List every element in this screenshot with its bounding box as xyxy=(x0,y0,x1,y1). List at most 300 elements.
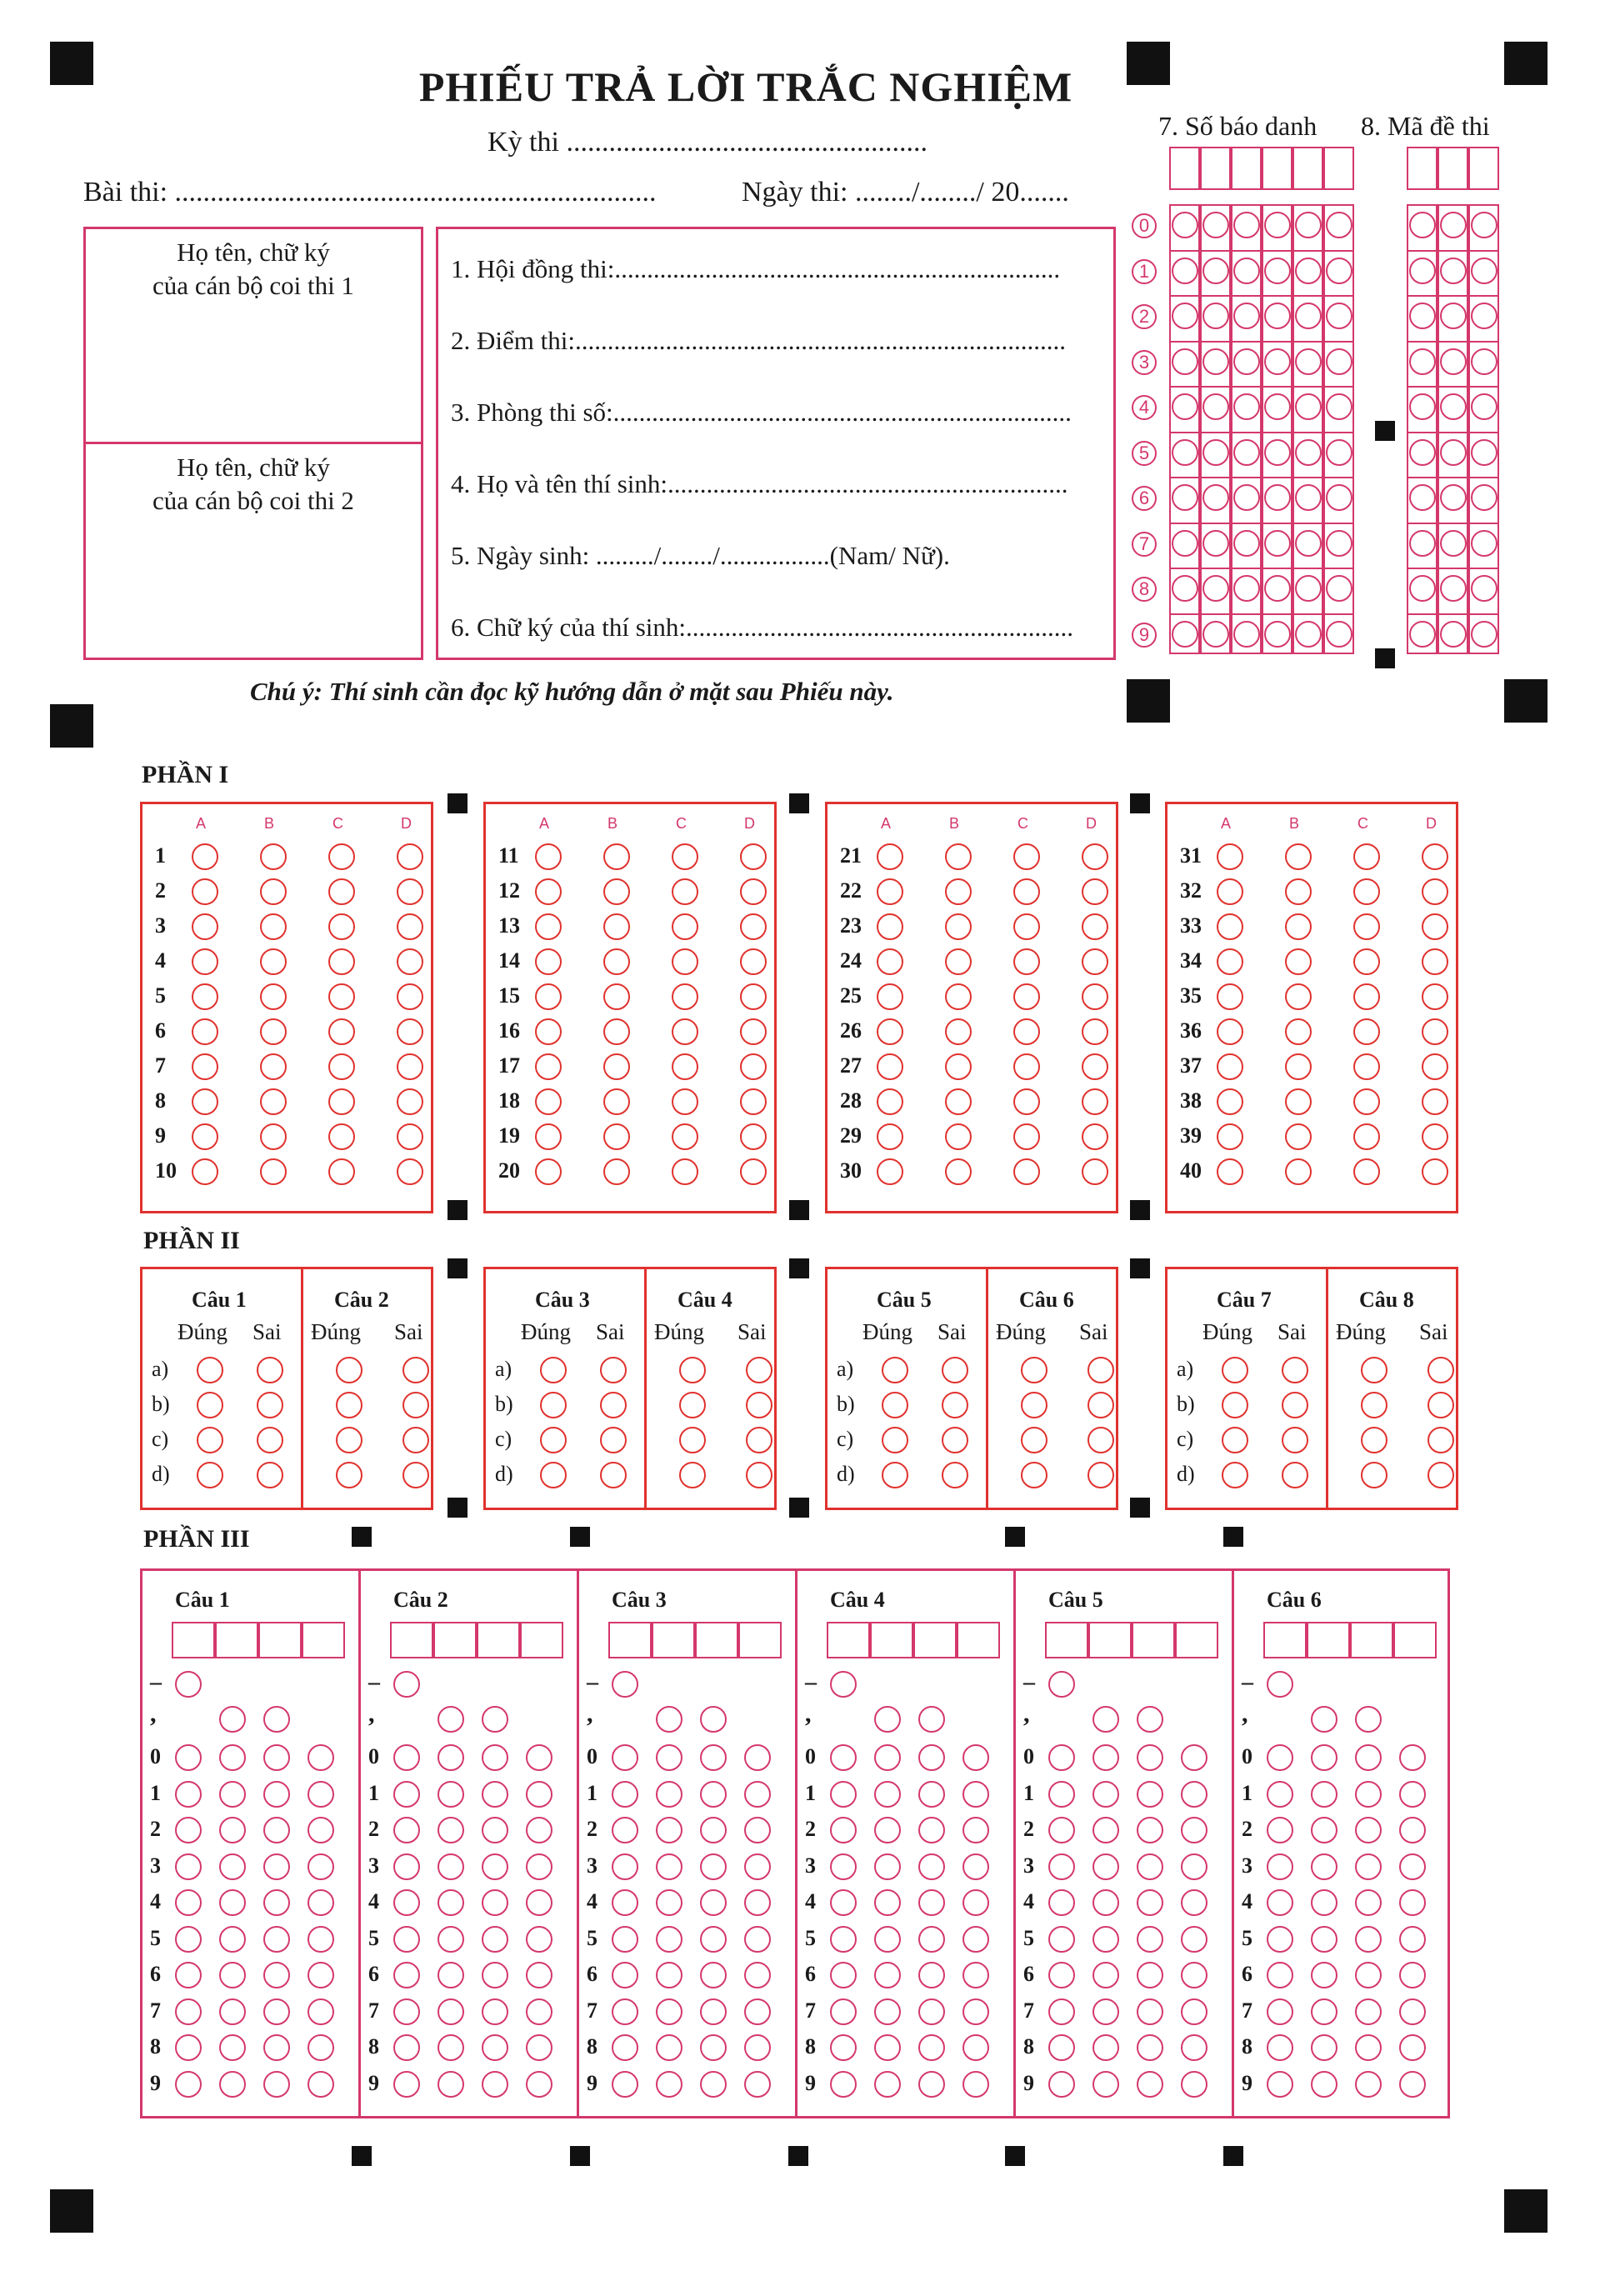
false-bubble[interactable] xyxy=(1282,1357,1308,1383)
true-bubble[interactable] xyxy=(540,1462,567,1488)
digit-bubble[interactable] xyxy=(175,1962,202,1988)
sbd-bubble[interactable] xyxy=(1264,258,1291,284)
comma-bubble[interactable] xyxy=(219,1706,246,1733)
digit-bubble[interactable] xyxy=(1399,1817,1426,1843)
sbd-bubble[interactable] xyxy=(1202,258,1229,284)
answer-bubble[interactable] xyxy=(1422,948,1448,975)
answer-bubble[interactable] xyxy=(535,1088,562,1115)
digit-bubble[interactable] xyxy=(482,1889,508,1916)
answer-bubble[interactable] xyxy=(535,878,562,905)
digit-bubble[interactable] xyxy=(612,1744,638,1771)
true-bubble[interactable] xyxy=(336,1392,362,1418)
digit-bubble[interactable] xyxy=(656,2034,682,2061)
answer-bubble[interactable] xyxy=(1353,1088,1380,1115)
exam-code-bubble[interactable] xyxy=(1409,530,1436,557)
digit-bubble[interactable] xyxy=(1267,1817,1293,1843)
answer-bubble[interactable] xyxy=(945,1123,972,1150)
answer-bubble[interactable] xyxy=(1285,1018,1312,1045)
digit-bubble[interactable] xyxy=(263,1889,290,1916)
digit-bubble[interactable] xyxy=(612,2071,638,2098)
digit-bubble[interactable] xyxy=(830,1962,857,1988)
digit-bubble[interactable] xyxy=(393,1926,420,1953)
digit-bubble[interactable] xyxy=(1311,1817,1338,1843)
answer-bubble[interactable] xyxy=(397,983,423,1010)
false-bubble[interactable] xyxy=(942,1427,968,1453)
exam-code-bubble[interactable] xyxy=(1409,212,1436,238)
exam-code-bubble[interactable] xyxy=(1471,258,1498,284)
digit-bubble[interactable] xyxy=(962,2034,989,2061)
digit-bubble[interactable] xyxy=(1048,1962,1075,1988)
digit-bubble[interactable] xyxy=(1399,1853,1426,1880)
true-bubble[interactable] xyxy=(1222,1357,1248,1383)
digit-bubble[interactable] xyxy=(1137,1781,1163,1808)
digit-bubble[interactable] xyxy=(874,1962,901,1988)
digit-bubble[interactable] xyxy=(219,1744,246,1771)
answer-write-box[interactable] xyxy=(827,1622,870,1658)
answer-write-box[interactable] xyxy=(1393,1622,1437,1658)
exam-code-bubble[interactable] xyxy=(1409,258,1436,284)
true-bubble[interactable] xyxy=(1222,1462,1248,1488)
answer-bubble[interactable] xyxy=(672,1088,698,1115)
answer-bubble[interactable] xyxy=(192,1053,218,1080)
false-bubble[interactable] xyxy=(746,1462,772,1488)
exam-code-bubble[interactable] xyxy=(1409,484,1436,511)
answer-write-box[interactable] xyxy=(1175,1622,1218,1658)
digit-bubble[interactable] xyxy=(700,1962,727,1988)
sbd-bubble[interactable] xyxy=(1233,393,1260,420)
answer-bubble[interactable] xyxy=(192,913,218,940)
comma-bubble[interactable] xyxy=(1137,1706,1163,1733)
candidate-field[interactable]: 2. Điểm thi:............................................................................ xyxy=(451,326,1066,355)
answer-bubble[interactable] xyxy=(192,948,218,975)
answer-write-box[interactable] xyxy=(957,1622,1000,1658)
answer-bubble[interactable] xyxy=(1217,1053,1243,1080)
digit-bubble[interactable] xyxy=(393,1998,420,2025)
digit-bubble[interactable] xyxy=(482,1962,508,1988)
exam-code-bubble[interactable] xyxy=(1471,439,1498,466)
digit-bubble[interactable] xyxy=(1267,1744,1293,1771)
digit-bubble[interactable] xyxy=(1048,2034,1075,2061)
true-bubble[interactable] xyxy=(540,1392,567,1418)
digit-bubble[interactable] xyxy=(656,1853,682,1880)
digit-bubble[interactable] xyxy=(438,1781,464,1808)
digit-bubble[interactable] xyxy=(482,2034,508,2061)
answer-bubble[interactable] xyxy=(260,1123,287,1150)
digit-bubble[interactable] xyxy=(308,1998,334,2025)
answer-bubble[interactable] xyxy=(397,1053,423,1080)
true-bubble[interactable] xyxy=(679,1427,706,1453)
digit-bubble[interactable] xyxy=(1311,1853,1338,1880)
digit-bubble[interactable] xyxy=(308,2071,334,2098)
true-bubble[interactable] xyxy=(197,1427,223,1453)
exam-code-bubble[interactable] xyxy=(1440,212,1467,238)
false-bubble[interactable] xyxy=(402,1427,429,1453)
answer-bubble[interactable] xyxy=(535,1018,562,1045)
digit-bubble[interactable] xyxy=(612,2034,638,2061)
answer-bubble[interactable] xyxy=(672,1123,698,1150)
digit-bubble[interactable] xyxy=(1399,1781,1426,1808)
true-bubble[interactable] xyxy=(1361,1392,1388,1418)
answer-bubble[interactable] xyxy=(945,948,972,975)
digit-bubble[interactable] xyxy=(308,1781,334,1808)
answer-bubble[interactable] xyxy=(1285,1123,1312,1150)
answer-bubble[interactable] xyxy=(1217,1018,1243,1045)
exam-code-bubble[interactable] xyxy=(1440,621,1467,648)
true-bubble[interactable] xyxy=(882,1462,908,1488)
answer-bubble[interactable] xyxy=(740,878,767,905)
answer-bubble[interactable] xyxy=(945,878,972,905)
digit-bubble[interactable] xyxy=(526,1889,552,1916)
sbd-bubble[interactable] xyxy=(1295,575,1322,602)
answer-bubble[interactable] xyxy=(603,1053,630,1080)
answer-bubble[interactable] xyxy=(328,948,355,975)
digit-bubble[interactable] xyxy=(962,1853,989,1880)
sbd-bubble[interactable] xyxy=(1233,303,1260,329)
true-bubble[interactable] xyxy=(540,1357,567,1383)
digit-bubble[interactable] xyxy=(744,1817,771,1843)
answer-write-box[interactable] xyxy=(520,1622,563,1658)
exam-code-bubble[interactable] xyxy=(1471,348,1498,375)
digit-bubble[interactable] xyxy=(393,1962,420,1988)
digit-bubble[interactable] xyxy=(830,2034,857,2061)
comma-bubble[interactable] xyxy=(1092,1706,1119,1733)
sbd-bubble[interactable] xyxy=(1172,212,1198,238)
answer-bubble[interactable] xyxy=(328,983,355,1010)
answer-bubble[interactable] xyxy=(1013,983,1040,1010)
comma-bubble[interactable] xyxy=(656,1706,682,1733)
digit-bubble[interactable] xyxy=(219,1889,246,1916)
answer-bubble[interactable] xyxy=(1422,1123,1448,1150)
false-bubble[interactable] xyxy=(402,1392,429,1418)
answer-bubble[interactable] xyxy=(672,1053,698,1080)
answer-bubble[interactable] xyxy=(672,1018,698,1045)
digit-bubble[interactable] xyxy=(1092,1817,1119,1843)
answer-bubble[interactable] xyxy=(1013,878,1040,905)
answer-bubble[interactable] xyxy=(877,948,903,975)
digit-bubble[interactable] xyxy=(830,1853,857,1880)
digit-bubble[interactable] xyxy=(1137,1889,1163,1916)
sbd-bubble[interactable] xyxy=(1326,303,1352,329)
answer-bubble[interactable] xyxy=(535,1123,562,1150)
sbd-bubble[interactable] xyxy=(1202,530,1229,557)
sbd-bubble[interactable] xyxy=(1326,258,1352,284)
answer-bubble[interactable] xyxy=(1013,913,1040,940)
answer-write-box[interactable] xyxy=(390,1622,433,1658)
digit-bubble[interactable] xyxy=(219,1926,246,1953)
answer-bubble[interactable] xyxy=(260,1158,287,1185)
answer-write-box[interactable] xyxy=(1045,1622,1088,1658)
digit-bubble[interactable] xyxy=(219,1853,246,1880)
answer-bubble[interactable] xyxy=(328,1123,355,1150)
digit-bubble[interactable] xyxy=(1355,1817,1382,1843)
true-bubble[interactable] xyxy=(1222,1392,1248,1418)
false-bubble[interactable] xyxy=(257,1392,283,1418)
digit-bubble[interactable] xyxy=(308,1744,334,1771)
answer-bubble[interactable] xyxy=(192,983,218,1010)
answer-bubble[interactable] xyxy=(1013,948,1040,975)
true-bubble[interactable] xyxy=(1021,1427,1048,1453)
supervisor-2-cell[interactable] xyxy=(86,444,421,658)
digit-bubble[interactable] xyxy=(1181,1817,1208,1843)
true-bubble[interactable] xyxy=(1222,1427,1248,1453)
digit-bubble[interactable] xyxy=(962,1781,989,1808)
digit-bubble[interactable] xyxy=(1181,1744,1208,1771)
sbd-bubble[interactable] xyxy=(1202,439,1229,466)
answer-write-box[interactable] xyxy=(1132,1622,1175,1658)
sbd-bubble[interactable] xyxy=(1172,393,1198,420)
digit-bubble[interactable] xyxy=(393,1853,420,1880)
digit-bubble[interactable] xyxy=(1355,1781,1382,1808)
answer-bubble[interactable] xyxy=(1422,1053,1448,1080)
digit-bubble[interactable] xyxy=(393,1889,420,1916)
answer-bubble[interactable] xyxy=(192,1158,218,1185)
digit-bubble[interactable] xyxy=(830,1926,857,1953)
digit-bubble[interactable] xyxy=(526,1962,552,1988)
digit-bubble[interactable] xyxy=(830,1889,857,1916)
digit-bubble[interactable] xyxy=(308,1926,334,1953)
digit-bubble[interactable] xyxy=(1311,1926,1338,1953)
digit-bubble[interactable] xyxy=(700,2071,727,2098)
digit-bubble[interactable] xyxy=(1137,1926,1163,1953)
digit-bubble[interactable] xyxy=(918,2071,945,2098)
comma-bubble[interactable] xyxy=(874,1706,901,1733)
digit-bubble[interactable] xyxy=(219,1817,246,1843)
answer-bubble[interactable] xyxy=(1013,1053,1040,1080)
digit-bubble[interactable] xyxy=(263,1998,290,2025)
false-bubble[interactable] xyxy=(1428,1462,1454,1488)
answer-bubble[interactable] xyxy=(328,843,355,870)
digit-bubble[interactable] xyxy=(1399,1962,1426,1988)
digit-bubble[interactable] xyxy=(744,2071,771,2098)
digit-bubble[interactable] xyxy=(830,1744,857,1771)
digit-bubble[interactable] xyxy=(1399,1998,1426,2025)
answer-bubble[interactable] xyxy=(1082,1123,1108,1150)
digit-bubble[interactable] xyxy=(308,1817,334,1843)
answer-bubble[interactable] xyxy=(1353,948,1380,975)
true-bubble[interactable] xyxy=(336,1357,362,1383)
sbd-write-box[interactable] xyxy=(1169,147,1200,190)
answer-bubble[interactable] xyxy=(1422,913,1448,940)
answer-write-box[interactable] xyxy=(302,1622,345,1658)
digit-bubble[interactable] xyxy=(526,1744,552,1771)
sbd-write-box[interactable] xyxy=(1200,147,1231,190)
sbd-bubble[interactable] xyxy=(1264,575,1291,602)
false-bubble[interactable] xyxy=(1282,1392,1308,1418)
true-bubble[interactable] xyxy=(1021,1357,1048,1383)
answer-bubble[interactable] xyxy=(945,1018,972,1045)
exam-code-bubble[interactable] xyxy=(1409,575,1436,602)
digit-bubble[interactable] xyxy=(830,1817,857,1843)
answer-bubble[interactable] xyxy=(603,878,630,905)
sbd-bubble[interactable] xyxy=(1202,621,1229,648)
false-bubble[interactable] xyxy=(600,1357,627,1383)
false-bubble[interactable] xyxy=(746,1392,772,1418)
answer-bubble[interactable] xyxy=(1217,913,1243,940)
sbd-bubble[interactable] xyxy=(1326,575,1352,602)
false-bubble[interactable] xyxy=(1428,1427,1454,1453)
answer-bubble[interactable] xyxy=(945,1088,972,1115)
sbd-write-box[interactable] xyxy=(1323,147,1354,190)
answer-bubble[interactable] xyxy=(603,948,630,975)
true-bubble[interactable] xyxy=(679,1357,706,1383)
exam-code-bubble[interactable] xyxy=(1440,439,1467,466)
candidate-field[interactable]: 5. Ngày sinh: ........./......../.................(Nam/ Nữ). xyxy=(451,541,950,570)
sbd-bubble[interactable] xyxy=(1172,303,1198,329)
false-bubble[interactable] xyxy=(942,1357,968,1383)
answer-bubble[interactable] xyxy=(672,983,698,1010)
answer-bubble[interactable] xyxy=(740,1053,767,1080)
digit-bubble[interactable] xyxy=(438,1998,464,2025)
sbd-bubble[interactable] xyxy=(1233,484,1260,511)
answer-write-box[interactable] xyxy=(738,1622,782,1658)
digit-bubble[interactable] xyxy=(219,1998,246,2025)
answer-bubble[interactable] xyxy=(1285,1158,1312,1185)
true-bubble[interactable] xyxy=(1021,1392,1048,1418)
digit-bubble[interactable] xyxy=(744,2034,771,2061)
exam-code-write-box[interactable] xyxy=(1438,147,1468,190)
true-bubble[interactable] xyxy=(1361,1427,1388,1453)
digit-bubble[interactable] xyxy=(1267,1781,1293,1808)
exam-code-bubble[interactable] xyxy=(1440,530,1467,557)
sbd-bubble[interactable] xyxy=(1326,439,1352,466)
answer-bubble[interactable] xyxy=(877,1158,903,1185)
digit-bubble[interactable] xyxy=(1137,1998,1163,2025)
answer-bubble[interactable] xyxy=(1217,983,1243,1010)
answer-write-box[interactable] xyxy=(172,1622,215,1658)
candidate-field[interactable]: 4. Họ và tên thí sinh:.............................................................. xyxy=(451,469,1068,498)
digit-bubble[interactable] xyxy=(744,1998,771,2025)
false-bubble[interactable] xyxy=(1088,1392,1114,1418)
answer-bubble[interactable] xyxy=(877,878,903,905)
answer-bubble[interactable] xyxy=(740,1088,767,1115)
digit-bubble[interactable] xyxy=(393,2071,420,2098)
sbd-bubble[interactable] xyxy=(1326,348,1352,375)
false-bubble[interactable] xyxy=(402,1462,429,1488)
answer-bubble[interactable] xyxy=(945,843,972,870)
answer-bubble[interactable] xyxy=(1082,1088,1108,1115)
minus-bubble[interactable] xyxy=(612,1671,638,1698)
minus-bubble[interactable] xyxy=(830,1671,857,1698)
digit-bubble[interactable] xyxy=(700,1998,727,2025)
digit-bubble[interactable] xyxy=(918,1744,945,1771)
exam-code-bubble[interactable] xyxy=(1471,393,1498,420)
answer-bubble[interactable] xyxy=(1082,1018,1108,1045)
digit-bubble[interactable] xyxy=(1311,1962,1338,1988)
answer-bubble[interactable] xyxy=(535,948,562,975)
digit-bubble[interactable] xyxy=(1181,2071,1208,2098)
answer-bubble[interactable] xyxy=(740,843,767,870)
answer-bubble[interactable] xyxy=(603,1088,630,1115)
answer-bubble[interactable] xyxy=(603,843,630,870)
false-bubble[interactable] xyxy=(600,1427,627,1453)
true-bubble[interactable] xyxy=(882,1427,908,1453)
false-bubble[interactable] xyxy=(600,1462,627,1488)
candidate-field[interactable]: 1. Hội đồng thi:..................................................................... xyxy=(451,254,1061,283)
digit-bubble[interactable] xyxy=(1399,1889,1426,1916)
digit-bubble[interactable] xyxy=(1092,1781,1119,1808)
answer-bubble[interactable] xyxy=(1353,913,1380,940)
false-bubble[interactable] xyxy=(1088,1357,1114,1383)
digit-bubble[interactable] xyxy=(1181,1926,1208,1953)
answer-write-box[interactable] xyxy=(1350,1622,1393,1658)
candidate-field[interactable]: 6. Chữ ký của thí sinh:............................................................ xyxy=(451,613,1074,642)
answer-write-box[interactable] xyxy=(695,1622,738,1658)
digit-bubble[interactable] xyxy=(526,1853,552,1880)
exam-code-bubble[interactable] xyxy=(1440,258,1467,284)
answer-bubble[interactable] xyxy=(877,843,903,870)
answer-bubble[interactable] xyxy=(1353,1123,1380,1150)
digit-bubble[interactable] xyxy=(656,2071,682,2098)
digit-bubble[interactable] xyxy=(438,2071,464,2098)
digit-bubble[interactable] xyxy=(700,1926,727,1953)
false-bubble[interactable] xyxy=(402,1357,429,1383)
digit-bubble[interactable] xyxy=(1355,2071,1382,2098)
digit-bubble[interactable] xyxy=(1092,1962,1119,1988)
digit-bubble[interactable] xyxy=(1267,1926,1293,1953)
digit-bubble[interactable] xyxy=(656,1781,682,1808)
digit-bubble[interactable] xyxy=(918,1817,945,1843)
sbd-bubble[interactable] xyxy=(1202,484,1229,511)
digit-bubble[interactable] xyxy=(482,1781,508,1808)
answer-bubble[interactable] xyxy=(945,983,972,1010)
answer-bubble[interactable] xyxy=(535,843,562,870)
answer-bubble[interactable] xyxy=(740,1123,767,1150)
digit-bubble[interactable] xyxy=(612,1781,638,1808)
digit-bubble[interactable] xyxy=(1311,1998,1338,2025)
sbd-bubble[interactable] xyxy=(1295,393,1322,420)
digit-bubble[interactable] xyxy=(438,1817,464,1843)
answer-bubble[interactable] xyxy=(397,1123,423,1150)
answer-bubble[interactable] xyxy=(1217,948,1243,975)
digit-bubble[interactable] xyxy=(874,1853,901,1880)
answer-bubble[interactable] xyxy=(1082,983,1108,1010)
digit-bubble[interactable] xyxy=(482,1853,508,1880)
digit-bubble[interactable] xyxy=(612,1817,638,1843)
exam-code-bubble[interactable] xyxy=(1409,303,1436,329)
answer-bubble[interactable] xyxy=(1422,1018,1448,1045)
answer-bubble[interactable] xyxy=(1082,948,1108,975)
answer-bubble[interactable] xyxy=(328,913,355,940)
true-bubble[interactable] xyxy=(336,1462,362,1488)
digit-bubble[interactable] xyxy=(918,1889,945,1916)
answer-bubble[interactable] xyxy=(877,983,903,1010)
true-bubble[interactable] xyxy=(1361,1357,1388,1383)
digit-bubble[interactable] xyxy=(1311,2034,1338,2061)
answer-write-box[interactable] xyxy=(608,1622,652,1658)
digit-bubble[interactable] xyxy=(1181,1962,1208,1988)
true-bubble[interactable] xyxy=(540,1427,567,1453)
answer-bubble[interactable] xyxy=(1353,983,1380,1010)
answer-bubble[interactable] xyxy=(328,1053,355,1080)
sbd-bubble[interactable] xyxy=(1295,439,1322,466)
answer-bubble[interactable] xyxy=(1285,913,1312,940)
answer-bubble[interactable] xyxy=(603,1018,630,1045)
answer-bubble[interactable] xyxy=(1013,1088,1040,1115)
sbd-bubble[interactable] xyxy=(1233,212,1260,238)
answer-bubble[interactable] xyxy=(877,1018,903,1045)
digit-bubble[interactable] xyxy=(393,1781,420,1808)
digit-bubble[interactable] xyxy=(1267,1853,1293,1880)
answer-write-box[interactable] xyxy=(1088,1622,1132,1658)
sbd-bubble[interactable] xyxy=(1172,530,1198,557)
answer-bubble[interactable] xyxy=(1353,1053,1380,1080)
sbd-bubble[interactable] xyxy=(1233,530,1260,557)
sbd-bubble[interactable] xyxy=(1172,575,1198,602)
digit-bubble[interactable] xyxy=(918,2034,945,2061)
digit-bubble[interactable] xyxy=(1092,2071,1119,2098)
exam-code-bubble[interactable] xyxy=(1440,303,1467,329)
comma-bubble[interactable] xyxy=(918,1706,945,1733)
